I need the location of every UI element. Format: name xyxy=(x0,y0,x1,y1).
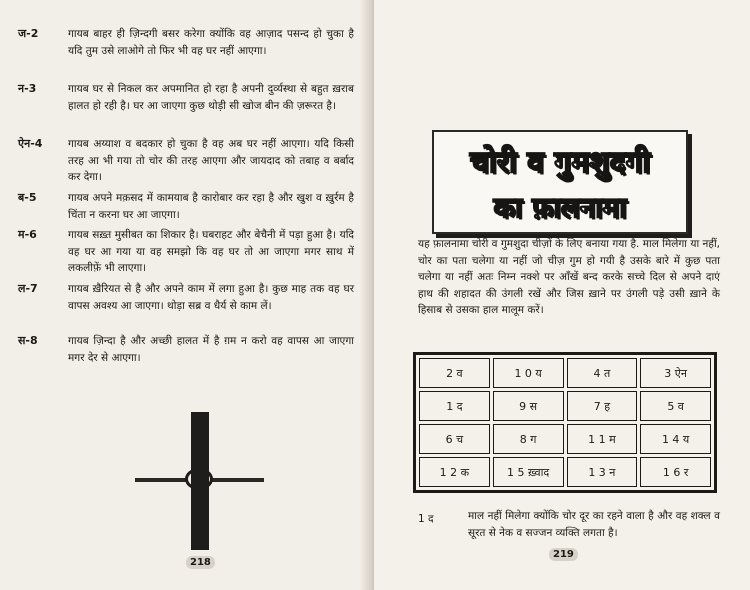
grid-cell[interactable]: 1 4 य xyxy=(640,424,711,454)
grid-cell[interactable]: 1 3 न xyxy=(567,457,638,487)
cross-right-bar xyxy=(212,478,264,482)
left-page xyxy=(0,0,372,590)
grid-cell[interactable]: 5 व xyxy=(640,391,711,421)
entry-text: गायब ख़ैरियत से है और अपने काम में लगा हुआ है। कुछ माह तक वह घर वापस अवश्य आ जाएगा। थोड़ा सब्र व धैर्य से काम लें। xyxy=(68,283,354,312)
page-title: चोरी व गुमशुदगी xyxy=(469,145,651,180)
title-box xyxy=(432,130,688,234)
page-number: 218 xyxy=(186,556,215,569)
table-row xyxy=(419,457,711,487)
grid-cell[interactable]: 4 त xyxy=(567,358,638,388)
entry-code: ल-7 xyxy=(18,282,38,295)
entry-code: स-8 xyxy=(18,334,38,347)
entry-code: न-3 xyxy=(18,82,37,95)
grid-cell[interactable]: 1 1 म xyxy=(567,424,638,454)
table-row xyxy=(419,391,711,421)
cross-knob xyxy=(185,468,213,490)
entry-text: गायब अपने मक़सद में कामयाब है कारोबार कर रहा है और खुश व ख़ुर्रम है चिंता न करना घर आ जाएगा। xyxy=(68,192,354,221)
entry-text: गायब घर से निकल कर अपमानित हो रहा है अपनी दुर्व्यस्था से बहुत ख़राब हालत हो रही है। घर आ जाएगा कुछ थोड़ी सी खोज बीन की ज़रूरत है। xyxy=(68,83,354,112)
page-subtitle: का फ़ालनामा xyxy=(493,191,627,224)
answer-code: 1 द xyxy=(418,513,434,525)
grid-cell[interactable]: 1 6 र xyxy=(640,457,711,487)
entry-text: गायब ज़िन्दा है और अच्छी हालत में है ग़म न करो वह वापस आ जाएगा मगर देर से आएगा। xyxy=(68,335,354,364)
grid-cell[interactable]: 2 व xyxy=(419,358,490,388)
fal-grid xyxy=(413,352,717,493)
entry-text: गायब अय्याश व बदकार हो चुका है वह अब घर नहीं आएगा। यदि किसी तरह आ भी गया तो चोर की तरह आएगा और जायदाद को तबाह व बर्बाद कर देगा। xyxy=(68,138,354,183)
grid-cell[interactable]: 7 ह xyxy=(567,391,638,421)
table-row xyxy=(419,424,711,454)
grid-cell[interactable]: 3 ऐन xyxy=(640,358,711,388)
grid-cell[interactable]: 8 ग xyxy=(493,424,564,454)
entry-code: ज-2 xyxy=(18,27,39,40)
grid-cell[interactable]: 9 स xyxy=(493,391,564,421)
entry-code: ऐन-4 xyxy=(18,137,43,150)
grid-cell[interactable]: 1 द xyxy=(419,391,490,421)
grid-cell[interactable]: 1 2 क xyxy=(419,457,490,487)
table-row xyxy=(419,358,711,388)
grid-cell[interactable]: 6 च xyxy=(419,424,490,454)
cross-left-bar xyxy=(135,478,187,482)
answer-text: माल नहीं मिलेगा क्योंकि चोर दूर का रहने वाला है और वह शक्ल व सूरत से नेक व सज्जन व्यक्ति लगता है। xyxy=(468,510,720,539)
grid-cell[interactable]: 1 0 य xyxy=(493,358,564,388)
entry-code: ब-5 xyxy=(18,191,37,204)
intro-paragraph: यह फ़ालनामा चोरी व गुमशुदा चीज़ों के लिए बनाया गया है. माल मिलेगा या नहीं, चोर का पता चलेगा या नहीं जो चीज़ गुम हो गयी है उसके बारे में कुछ पता चलेगा या नहीं अतः निम्न नक्शे पर आँखें बन्द करके सच्चे दिल से अपने दाएं हाथ की शहादत की उंगली रखें और जिस ख़ाने पर उंगली पड़े उसी ख़ाने के हिसाब से उसका हाल मालूम करें। xyxy=(418,238,720,316)
page-number: 219 xyxy=(549,548,578,561)
entry-text: गायब बाहर ही ज़िन्दगी बसर करेगा क्योंकि वह आज़ाद पसन्द हो चुका है यदि तुम उसे लाओगे तो फिर भी वह घर नहीं आएगा। xyxy=(68,28,354,57)
entry-text: गायब सख़्त मुसीबत का शिकार है। घबराहट और बेचैनी में पड़ा हुआ है। यदि वह घर आ गया या वह समझो कि वह घर तो आ जाएगा मगर साथ में लकलीफ़ें भी लाएगा। xyxy=(68,229,354,274)
grid-cell[interactable]: 1 5 ख़्वाद xyxy=(493,457,564,487)
entry-code: म-6 xyxy=(18,228,37,241)
